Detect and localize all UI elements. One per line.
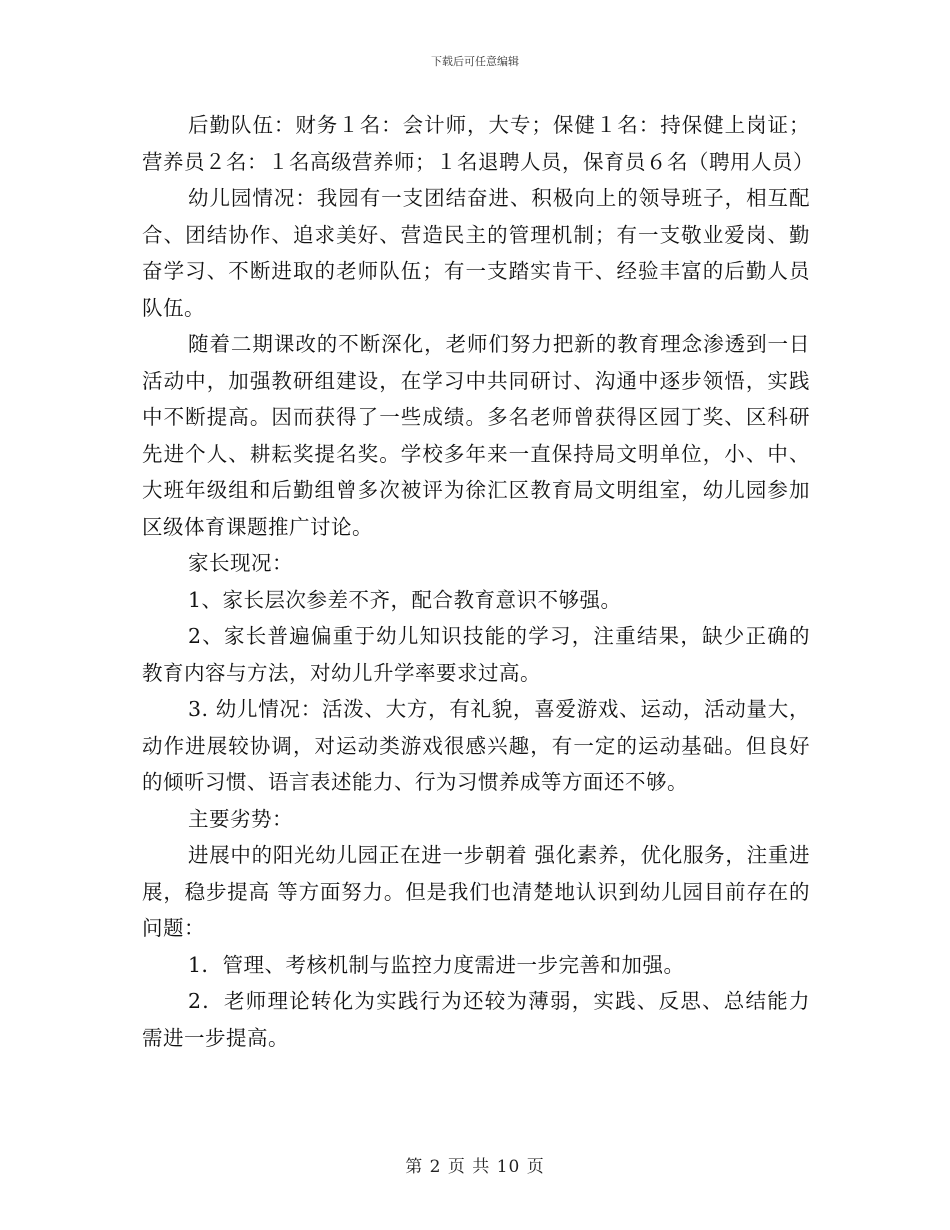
document-body (142, 107, 814, 1056)
paragraph-logistics-team: 后勤队伍：财务１名：会计师，大专；保健１名：持保健上岗证；营养员２名：１名高级营养师；１名退聘人员，保育员６名（聘用人员） (142, 113, 814, 174)
paragraph-weakness-item-1: 1．管理、考核机制与监控力度需进一步完善和加强。 (188, 952, 685, 977)
page-header: 下载后可任意编辑 (431, 55, 519, 68)
paragraph-weaknesses-intro: 进展中的阳光幼儿园正在进一步朝着 强化素养，优化服务，注重进展，稳步提高 等方面努力。但是我们也清楚地认识到幼儿园目前存在的问题： (142, 843, 810, 940)
paragraph-curriculum-reform: 随着二期课改的不断深化，老师们努力把新的教育理念渗透到一日活动中，加强教研组建设，在学习中共同研讨、沟通中逐步领悟，实践中不断提高。因而获得了一些成绩。多名老师曾获得区园丁奖、区科研先进个人、耕耘奖提名奖。学校多年来一直保持局文明单位，小、中、大班年级组和后勤组曾多次被评为徐汇区教育局文明组室，幼儿园参加区级体育课题推广讨论。 (142, 332, 810, 539)
paragraph-parents-item-1: 1、家长层次参差不齐，配合教育意识不够强。 (188, 587, 622, 612)
paragraph-parents-item-2: 2、家长普遍偏重于幼儿知识技能的学习，注重结果，缺少正确的教育内容与方法，对幼儿升学率要求过高。 (142, 624, 810, 685)
paragraph-weakness-item-2: 2．老师理论转化为实践行为还较为薄弱，实践、反思、总结能力需进一步提高。 (142, 989, 810, 1050)
paragraph-weaknesses-heading: 主要劣势： (188, 806, 293, 831)
paragraph-kindergarten-situation: 幼儿园情况：我园有一支团结奋进、积极向上的领导班子，相互配合、团结协作、追求美好、营造民主的管理机制；有一支敬业爱岗、勤奋学习、不断进取的老师队伍；有一支踏实肯干、经验丰富的后勤人员队伍。 (142, 186, 810, 320)
paragraph-parents-heading: 家长现况： (188, 551, 293, 575)
paragraph-children-situation: 3. 幼儿情况：活泼、大方，有礼貌，喜爱游戏、运动，活动量大，动作进展较协调，对运动类游戏很感兴趣，有一定的运动基础。但良好的倾听习惯、语言表述能力、行为习惯养成等方面还不够。 (142, 697, 810, 794)
page-footer: 第 2 页 共 10 页 (405, 1157, 545, 1177)
